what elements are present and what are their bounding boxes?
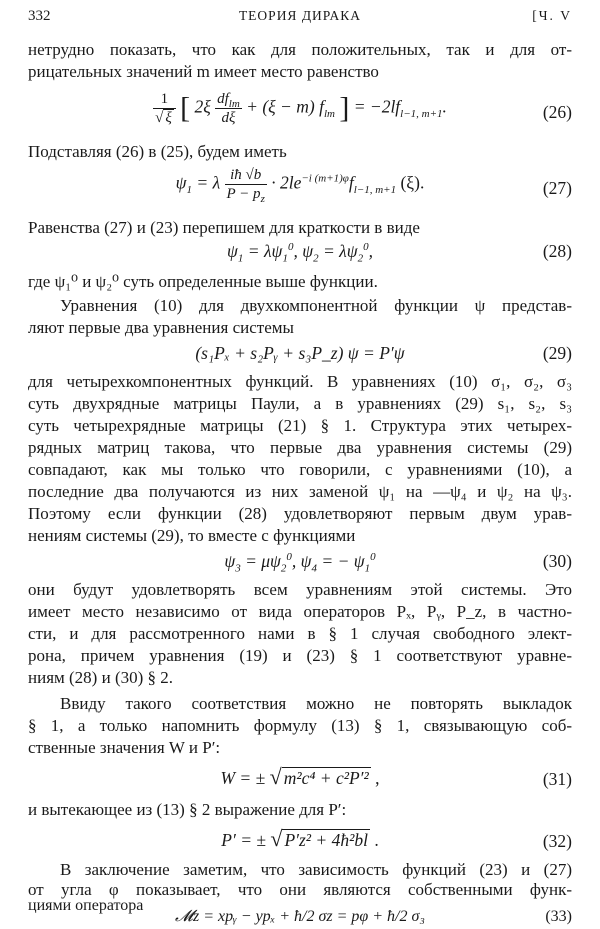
equation-number: (32) [542, 831, 572, 851]
text-line: суть четырехрядные матрицы (21) § 1. Структура этих четырех- [28, 416, 572, 435]
text-line: суть двухрядные матрицы Паули, а в уравнениях (29) s₁, s₂, s₃ [28, 394, 572, 413]
equation-number: (33) [545, 908, 572, 925]
equation-30: $\psi_3 = \mu\psi_2^0$, $\psi_4$ = − $\psi_1^0$ (30) [224, 551, 572, 575]
text-line: ниям (28) и (30) § 2. [28, 668, 174, 687]
fraction: $\frac{1}{√ \xi}$ [153, 90, 176, 127]
text-line: от угла φ показывает, что они являются собственными функ- [28, 880, 572, 899]
text-line: сти, и для рассмотренного нами в § 1 случая свободного элект- [28, 624, 572, 643]
text-line: Уравнения (10) для двухкомпонентной функции ψ представ- [60, 296, 572, 315]
text-line: Поэтому если функции (28) удовлетворяют первым двум урав- [28, 504, 572, 523]
text-line: где ψ₁⁰ и ψ₂⁰ суть определенные выше функции. [28, 272, 378, 291]
equation-number: (28) [542, 241, 572, 261]
page-number: 332 [28, 8, 51, 24]
equation-29: (s₁Pₓ + s₂Pᵧ + s₃P_z) ψ = P′ψ (29) [195, 343, 572, 363]
derivative-fraction: $\frac{df_{lm}}{d\xi}$ [217, 91, 240, 126]
text-line: совпадают, как мы только что говорили, с уравнениями (10), а [28, 460, 572, 479]
text-line: нениям системы (29), то вместе с функциями [28, 526, 356, 545]
equation-26: $\frac{1}{√ \xi}$ [ 2ξ $\frac{df_{lm}}{d\xi}$ + (ξ − m) $f_{lm}$ ] = $-2lf_{l-1, m+1}$. (26) [155, 91, 572, 126]
equation-28: $\psi_1 = \lambda\psi_1^0$, $\psi_2 = \lambda\psi_2^0$, (28) [227, 241, 572, 265]
text-line: рядных матриц такова, что первые два уравнения системы (29) [28, 438, 572, 457]
equation-number: (29) [542, 343, 572, 363]
equation-number: (26) [542, 102, 572, 122]
equation-33: 𝓜z = xpᵧ − ypₓ + ħ/2 σz = pφ + ħ/2 σ₃ (33) [175, 908, 572, 925]
equation-31: W = ± √ m²c⁴ + c²P′² , (31) [220, 764, 572, 789]
text-line: В заключение заметим, что зависимость функций (23) и (27) [60, 860, 572, 879]
page-header [28, 8, 572, 30]
equation-number: (31) [542, 769, 572, 789]
text-line: последние два получаются из них заменой ψ₁ на —ψ₄ и ψ₂ на ψ₃. [28, 482, 572, 501]
text-line: циями оператора [28, 897, 144, 914]
text-line: Подставляя (26) в (25), будем иметь [28, 142, 287, 161]
text-line: § 1, а только напомнить формулу (13) § 1, связывающую соб- [28, 716, 572, 735]
text-line: ляют первые два уравнения системы [28, 318, 294, 337]
running-title: ТЕОРИЯ ДИРАКА [238, 8, 362, 23]
equation-32: P′ = ± √ P′z² + 4ħ²bl . (32) [221, 826, 572, 851]
text-line: и вытекающее из (13) § 2 выражение для P′: [28, 800, 347, 819]
text-line: рона, причем уравнения (19) и (23) § 1 соответствуют уравне- [28, 646, 572, 665]
equation-27: $\psi_1 = \lambda$ $\frac{iħ √b}{P - p_z}$ · $2le^{-i (m+1)\varphi}f_{l-1, m+1}$ (ξ). (27) [175, 167, 572, 205]
text-line: нетрудно показать, что как для положительных, так и для от- [28, 40, 572, 59]
equation-number: (27) [542, 178, 572, 198]
text-line: Ввиду такого соответствия можно не повторять выкладок [60, 694, 572, 713]
text-line: они будут удовлетворять всем уравнениям этой системы. Это [28, 580, 572, 599]
text-line: рицательных значений m имеет место равенство [28, 62, 379, 81]
text-line: Равенства (27) и (23) перепишем для краткости в виде [28, 218, 420, 237]
text-line: имеет место независимо от вида операторов Pₓ, Pᵧ, P_z, в частно- [28, 602, 572, 621]
fraction: $\frac{iħ √b}{P - p_z}$ [226, 167, 265, 205]
chapter-label: [Ч. V [532, 8, 572, 23]
text-line: ственные значения W и P′: [28, 738, 221, 757]
equation-number: (30) [542, 551, 572, 571]
text-line: для четырехкомпонентных функций. В уравнениях (10) σ₁, σ₂, σ₃ [28, 372, 572, 391]
